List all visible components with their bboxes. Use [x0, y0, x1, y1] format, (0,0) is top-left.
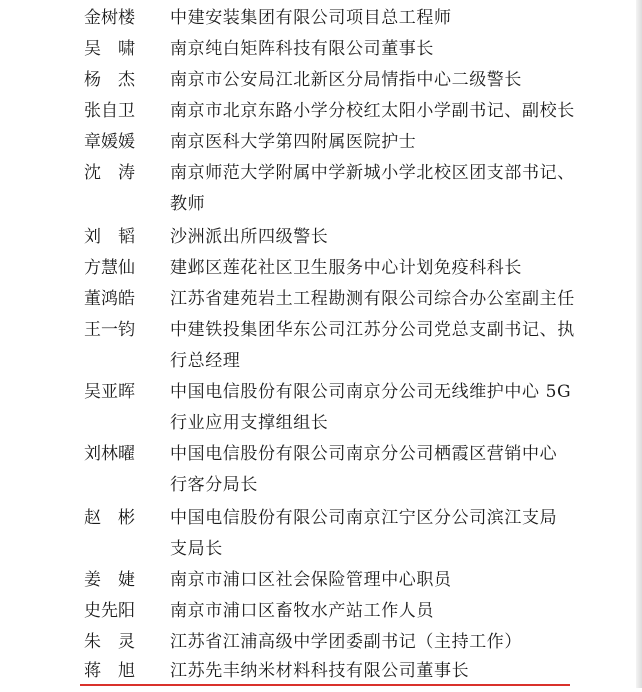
person-name: 王一钧	[84, 320, 135, 340]
person-name: 刘林曜	[84, 444, 135, 464]
person-name: 刘韬	[84, 227, 152, 247]
person-title: 中国电信股份有限公司南京分公司栖霞区营销中心 行客分局长	[170, 444, 558, 495]
person-title: 江苏先丰纳米材料科技有限公司董事长	[170, 661, 470, 681]
person-title: 江苏省江浦高级中学团委副书记（主持工作）	[170, 632, 522, 652]
person-title: 中建铁投集团华东公司江苏分公司党总支副书记、执 行总经理	[170, 320, 575, 371]
person-name: 史先阳	[84, 601, 135, 621]
person-name: 吴啸	[84, 39, 152, 59]
person-title: 南京市公安局江北新区分局情指中心二级警长	[170, 70, 522, 90]
person-title: 中国电信股份有限公司南京分公司无线维护中心 5G 行业应用支撑组组长	[170, 382, 572, 433]
person-title: 中国电信股份有限公司南京江宁区分公司滨江支局 支局长	[170, 508, 558, 559]
person-name: 张自卫	[84, 101, 135, 121]
person-name: 沈涛	[84, 163, 152, 183]
person-name: 蒋旭	[84, 661, 152, 681]
person-title: 建邺区莲花社区卫生服务中心计划免疫科科长	[170, 258, 522, 278]
person-name: 姜婕	[84, 570, 152, 590]
person-title: 中建安装集团有限公司项目总工程师	[170, 8, 452, 28]
person-name: 金树楼	[84, 8, 135, 28]
person-name: 杨杰	[84, 70, 152, 90]
person-name: 方慧仙	[84, 258, 135, 278]
person-title: 江苏省建苑岩土工程勘测有限公司综合办公室副主任	[170, 289, 575, 309]
person-name: 赵彬	[84, 508, 152, 528]
person-title: 沙洲派出所四级警长	[170, 227, 329, 247]
person-name: 朱灵	[84, 632, 152, 652]
person-title: 南京市北京东路小学分校红太阳小学副书记、副校长	[170, 101, 575, 121]
highlight-underline	[80, 684, 570, 686]
person-title: 南京纯白矩阵科技有限公司董事长	[170, 39, 434, 59]
person-title: 南京医科大学第四附属医院护士	[170, 132, 417, 152]
person-name: 吴亚晖	[84, 382, 135, 402]
person-title: 南京市浦口区社会保险管理中心职员	[170, 570, 452, 590]
page-edge-shadow	[636, 0, 642, 688]
person-title: 南京师范大学附属中学新城小学北校区团支部书记、 教师	[170, 163, 575, 214]
person-name: 董鸿皓	[84, 289, 135, 309]
person-name: 章媛媛	[84, 132, 135, 152]
person-title: 南京市浦口区畜牧水产站工作人员	[170, 601, 434, 621]
